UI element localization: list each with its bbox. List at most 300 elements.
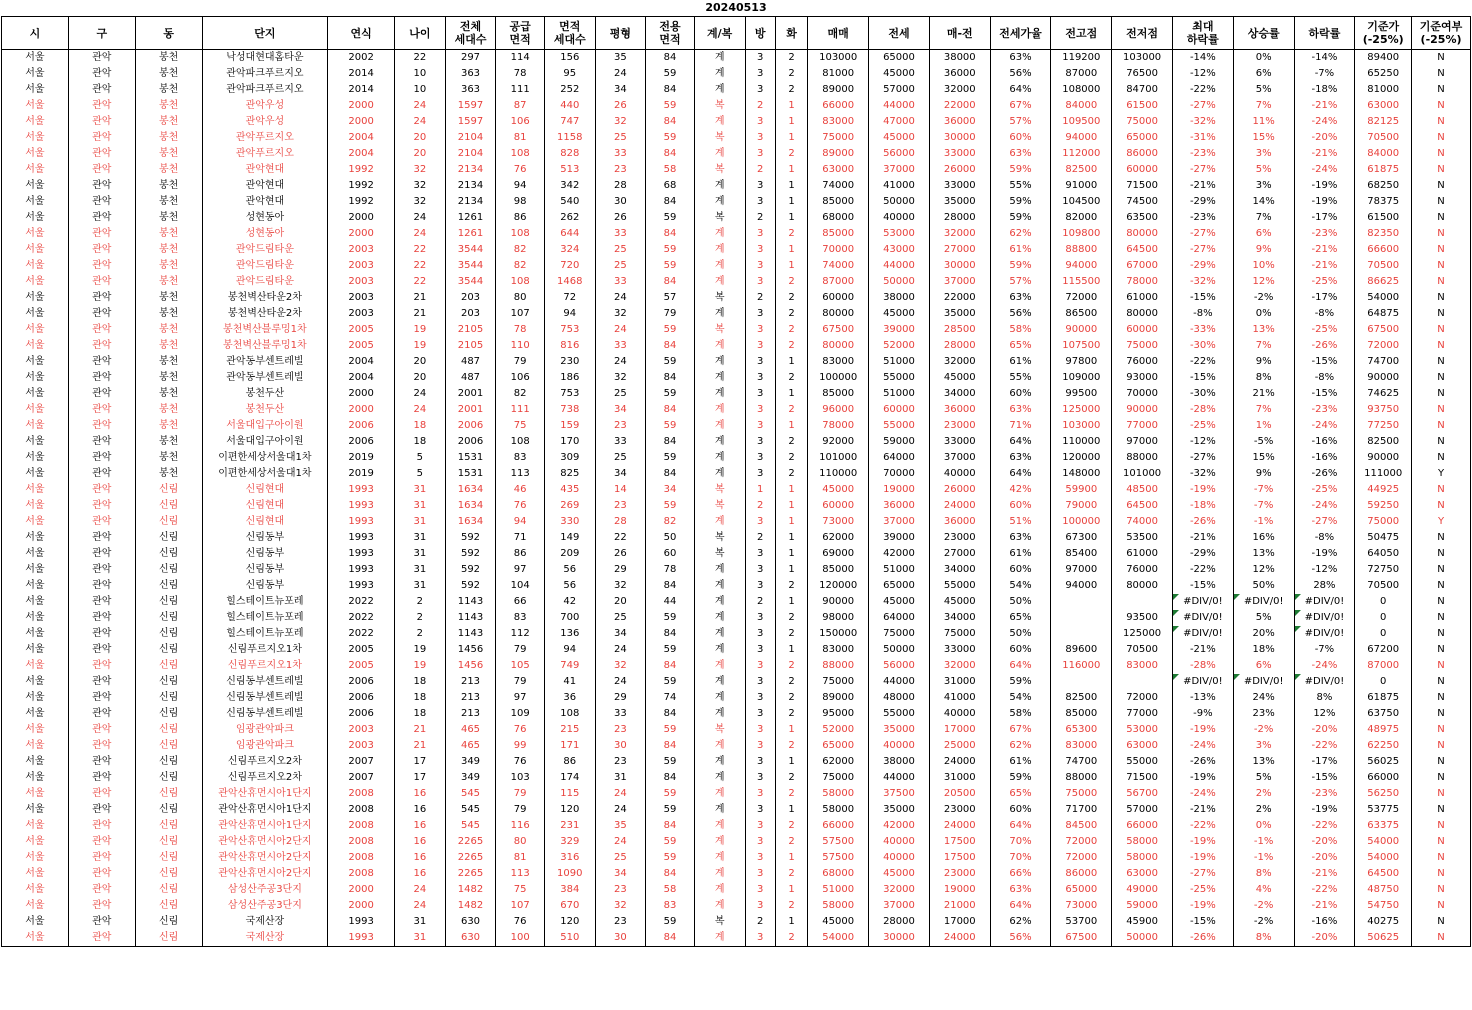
table-cell[interactable]: 78375 — [1355, 194, 1412, 210]
table-cell[interactable]: 신림현대 — [202, 498, 328, 514]
table-cell[interactable]: 계 — [694, 930, 745, 947]
table-cell[interactable]: 22 — [595, 530, 646, 546]
table-cell[interactable]: 신림 — [135, 930, 202, 947]
table-cell[interactable]: 신림 — [135, 642, 202, 658]
table-cell[interactable]: 1143 — [445, 610, 496, 626]
table-cell[interactable]: 1 — [775, 114, 807, 130]
table-cell[interactable]: N — [1412, 866, 1471, 882]
table-cell[interactable]: 70000 — [808, 242, 869, 258]
table-cell[interactable]: 1634 — [445, 482, 496, 498]
table-cell[interactable]: 32000 — [929, 82, 990, 98]
table-cell[interactable]: 30 — [595, 738, 646, 754]
table-cell[interactable]: 21 — [395, 738, 446, 754]
table-cell[interactable]: 67200 — [1355, 642, 1412, 658]
table-cell[interactable]: 63% — [990, 290, 1051, 306]
table-cell[interactable]: 2004 — [328, 130, 395, 146]
table-cell[interactable]: 94 — [544, 306, 595, 322]
table-cell[interactable]: 65000 — [869, 50, 930, 67]
table-cell[interactable]: 힐스테이트뉴포레 — [202, 610, 328, 626]
table-cell[interactable]: 71% — [990, 418, 1051, 434]
table-cell[interactable]: 64500 — [1112, 498, 1173, 514]
table-cell[interactable]: -21% — [1294, 98, 1355, 114]
table-cell[interactable]: 87000 — [1355, 658, 1412, 674]
table-cell[interactable]: N — [1412, 354, 1471, 370]
table-cell[interactable]: 64% — [990, 898, 1051, 914]
table-cell[interactable]: 37000 — [869, 898, 930, 914]
table-cell[interactable]: 63% — [990, 882, 1051, 898]
table-cell[interactable]: 서울 — [2, 930, 69, 947]
table-cell[interactable]: 서울 — [2, 226, 69, 242]
table-cell[interactable]: 신림 — [135, 882, 202, 898]
table-cell[interactable]: 630 — [445, 930, 496, 947]
table-cell[interactable]: 81 — [496, 130, 545, 146]
table-cell[interactable]: 17 — [395, 754, 446, 770]
table-cell[interactable]: 65000 — [1051, 882, 1112, 898]
table-cell[interactable]: 103000 — [808, 50, 869, 67]
table-cell[interactable]: -1% — [1233, 850, 1294, 866]
table-cell[interactable]: 관악동부센트레빌 — [202, 354, 328, 370]
table-cell[interactable]: 109500 — [1051, 114, 1112, 130]
table-cell[interactable]: 59 — [646, 786, 695, 802]
table-cell[interactable]: 68 — [646, 178, 695, 194]
table-cell[interactable]: -17% — [1294, 754, 1355, 770]
table-cell[interactable] — [1112, 594, 1173, 610]
table-cell[interactable]: 2 — [775, 274, 807, 290]
column-header[interactable] — [328, 17, 395, 50]
table-cell[interactable]: 봉천두산 — [202, 386, 328, 402]
table-cell[interactable]: 봉천 — [135, 386, 202, 402]
table-cell[interactable]: 45000 — [869, 130, 930, 146]
table-cell[interactable]: 서울 — [2, 594, 69, 610]
table-cell[interactable]: 34 — [595, 626, 646, 642]
table-cell[interactable]: 2006 — [328, 674, 395, 690]
table-cell[interactable]: 서울 — [2, 818, 69, 834]
table-cell[interactable]: 성현동아 — [202, 210, 328, 226]
table-cell[interactable]: 109000 — [1051, 370, 1112, 386]
table-cell[interactable]: 170 — [544, 434, 595, 450]
table-cell[interactable]: 관악 — [68, 482, 135, 498]
column-header[interactable] — [68, 17, 135, 50]
column-header[interactable] — [544, 17, 595, 50]
table-cell[interactable]: 61500 — [1355, 210, 1412, 226]
table-cell[interactable]: -31% — [1172, 130, 1233, 146]
table-cell[interactable]: 봉천 — [135, 434, 202, 450]
table-cell[interactable]: 82 — [646, 514, 695, 530]
table-cell[interactable]: 363 — [445, 82, 496, 98]
table-cell[interactable]: 48975 — [1355, 722, 1412, 738]
table-cell[interactable]: 59000 — [869, 434, 930, 450]
table-cell[interactable]: 70% — [990, 850, 1051, 866]
table-cell[interactable]: 61500 — [1112, 98, 1173, 114]
table-cell[interactable]: 서울 — [2, 786, 69, 802]
table-cell[interactable]: 신림 — [135, 482, 202, 498]
table-cell[interactable]: 74700 — [1051, 754, 1112, 770]
table-cell[interactable]: N — [1412, 434, 1471, 450]
table-cell[interactable]: 58% — [990, 322, 1051, 338]
table-cell[interactable]: 2005 — [328, 338, 395, 354]
table-cell[interactable]: #DIV/0! — [1233, 594, 1294, 610]
table-cell[interactable]: 31 — [395, 498, 446, 514]
table-cell[interactable]: #DIV/0! — [1294, 674, 1355, 690]
table-cell[interactable]: 825 — [544, 466, 595, 482]
table-cell[interactable]: 관악 — [68, 738, 135, 754]
table-cell[interactable]: 23 — [595, 914, 646, 930]
table-cell[interactable]: 82350 — [1355, 226, 1412, 242]
table-cell[interactable]: 29 — [595, 562, 646, 578]
table-cell[interactable]: 644 — [544, 226, 595, 242]
table-cell[interactable]: 64% — [990, 658, 1051, 674]
table-cell[interactable]: 20 — [395, 130, 446, 146]
table-cell[interactable]: 32 — [595, 114, 646, 130]
table-cell[interactable]: N — [1412, 658, 1471, 674]
table-cell[interactable]: 36000 — [869, 498, 930, 514]
table-cell[interactable]: 서울 — [2, 434, 69, 450]
table-cell[interactable]: 84 — [646, 370, 695, 386]
table-cell[interactable]: 57000 — [869, 82, 930, 98]
table-cell[interactable]: 17000 — [929, 914, 990, 930]
table-cell[interactable]: 49000 — [1112, 882, 1173, 898]
table-cell[interactable]: 신림 — [135, 626, 202, 642]
table-cell[interactable]: 관악현대 — [202, 178, 328, 194]
table-cell[interactable]: 86000 — [1051, 866, 1112, 882]
table-cell[interactable]: 171 — [544, 738, 595, 754]
table-cell[interactable]: 55000 — [869, 418, 930, 434]
table-cell[interactable]: 58000 — [808, 786, 869, 802]
table-cell[interactable]: 3 — [745, 130, 775, 146]
table-cell[interactable]: 2005 — [328, 658, 395, 674]
table-cell[interactable]: 관악현대 — [202, 194, 328, 210]
table-cell[interactable]: 1597 — [445, 114, 496, 130]
table-cell[interactable]: 106 — [496, 114, 545, 130]
table-cell[interactable]: 82500 — [1355, 434, 1412, 450]
table-cell[interactable]: 592 — [445, 562, 496, 578]
table-cell[interactable]: 44000 — [869, 770, 930, 786]
table-cell[interactable]: 봉천 — [135, 274, 202, 290]
table-cell[interactable]: 서울 — [2, 290, 69, 306]
table-cell[interactable]: 97 — [496, 562, 545, 578]
table-cell[interactable]: N — [1412, 386, 1471, 402]
table-cell[interactable]: -15% — [1172, 914, 1233, 930]
table-cell[interactable]: 103000 — [1112, 50, 1173, 67]
table-cell[interactable]: 서울 — [2, 562, 69, 578]
table-cell[interactable]: 87 — [496, 98, 545, 114]
table-cell[interactable]: -26% — [1294, 466, 1355, 482]
table-cell[interactable]: -25% — [1294, 274, 1355, 290]
table-cell[interactable]: #DIV/0! — [1294, 594, 1355, 610]
table-cell[interactable]: 77250 — [1355, 418, 1412, 434]
table-cell[interactable]: 50000 — [1112, 930, 1173, 947]
table-cell[interactable]: 84 — [646, 818, 695, 834]
table-cell[interactable]: 관악 — [68, 50, 135, 67]
table-cell[interactable]: 1993 — [328, 930, 395, 947]
table-cell[interactable]: 17500 — [929, 850, 990, 866]
table-cell[interactable]: 79 — [496, 674, 545, 690]
table-cell[interactable]: 1158 — [544, 130, 595, 146]
table-cell[interactable]: 86625 — [1355, 274, 1412, 290]
table-cell[interactable]: 79 — [496, 354, 545, 370]
table-cell[interactable]: 61000 — [1112, 546, 1173, 562]
table-cell[interactable]: 2 — [775, 50, 807, 67]
table-cell[interactable]: 3 — [745, 114, 775, 130]
table-cell[interactable]: 111 — [496, 402, 545, 418]
table-cell[interactable]: 112000 — [1051, 146, 1112, 162]
table-cell[interactable]: 계 — [694, 818, 745, 834]
table-cell[interactable]: 신림 — [135, 770, 202, 786]
table-cell[interactable]: 복 — [694, 546, 745, 562]
table-cell[interactable]: 34 — [595, 402, 646, 418]
table-cell[interactable]: 94 — [544, 642, 595, 658]
table-cell[interactable]: 2000 — [328, 386, 395, 402]
table-cell[interactable]: 115 — [544, 786, 595, 802]
table-cell[interactable]: 1993 — [328, 498, 395, 514]
table-cell[interactable]: 힐스테이트뉴포레 — [202, 594, 328, 610]
table-cell[interactable]: 2 — [775, 306, 807, 322]
table-cell[interactable]: 40000 — [869, 834, 930, 850]
table-cell[interactable]: 28000 — [929, 338, 990, 354]
table-cell[interactable]: 계 — [694, 706, 745, 722]
table-cell[interactable]: 125000 — [1112, 626, 1173, 642]
table-cell[interactable]: 83 — [496, 450, 545, 466]
table-cell[interactable]: 60000 — [1112, 322, 1173, 338]
column-header[interactable] — [595, 17, 646, 50]
table-cell[interactable]: 75000 — [1051, 786, 1112, 802]
table-cell[interactable]: 62% — [990, 914, 1051, 930]
table-cell[interactable]: 7% — [1233, 98, 1294, 114]
table-cell[interactable]: 100000 — [1051, 514, 1112, 530]
table-cell[interactable]: 16 — [395, 802, 446, 818]
table-cell[interactable]: 18 — [395, 690, 446, 706]
table-cell[interactable]: 72000 — [1112, 690, 1173, 706]
table-cell[interactable]: 1 — [775, 754, 807, 770]
table-cell[interactable]: -24% — [1294, 498, 1355, 514]
table-cell[interactable]: 관악 — [68, 850, 135, 866]
table-cell[interactable]: 1 — [775, 642, 807, 658]
table-cell[interactable]: 신림동부 — [202, 530, 328, 546]
table-cell[interactable]: 서울 — [2, 578, 69, 594]
table-cell[interactable]: 36000 — [929, 66, 990, 82]
table-cell[interactable]: 2004 — [328, 354, 395, 370]
table-cell[interactable]: 83 — [496, 610, 545, 626]
table-cell[interactable]: 1 — [775, 210, 807, 226]
table-cell[interactable]: 59 — [646, 130, 695, 146]
table-cell[interactable]: 32000 — [929, 354, 990, 370]
table-cell[interactable]: 592 — [445, 578, 496, 594]
table-cell[interactable]: 2005 — [328, 642, 395, 658]
table-cell[interactable]: 서울 — [2, 754, 69, 770]
table-cell[interactable]: 관악 — [68, 306, 135, 322]
table-cell[interactable]: 63750 — [1355, 706, 1412, 722]
table-cell[interactable]: 신림 — [135, 898, 202, 914]
table-cell[interactable]: 3 — [745, 690, 775, 706]
table-cell[interactable]: 20 — [595, 594, 646, 610]
table-cell[interactable]: 1 — [775, 514, 807, 530]
table-cell[interactable]: 67500 — [808, 322, 869, 338]
table-cell[interactable]: 84000 — [1051, 98, 1112, 114]
table-cell[interactable]: 14% — [1233, 194, 1294, 210]
table-cell[interactable]: 2003 — [328, 290, 395, 306]
column-header[interactable] — [990, 17, 1051, 50]
table-cell[interactable]: 서울 — [2, 722, 69, 738]
table-cell[interactable]: 관악 — [68, 610, 135, 626]
table-cell[interactable]: 서울 — [2, 98, 69, 114]
table-cell[interactable]: 관악 — [68, 258, 135, 274]
table-cell[interactable]: 26 — [595, 98, 646, 114]
table-cell[interactable]: 3 — [745, 818, 775, 834]
table-cell[interactable]: 84 — [646, 866, 695, 882]
table-cell[interactable]: 23% — [1233, 706, 1294, 722]
table-cell[interactable]: Y — [1412, 514, 1471, 530]
table-cell[interactable]: N — [1412, 802, 1471, 818]
table-cell[interactable]: 봉천 — [135, 242, 202, 258]
table-cell[interactable]: 100000 — [808, 370, 869, 386]
table-cell[interactable]: 84 — [646, 226, 695, 242]
table-cell[interactable]: 80000 — [808, 306, 869, 322]
table-cell[interactable]: -22% — [1172, 562, 1233, 578]
table-cell[interactable]: 59 — [646, 754, 695, 770]
table-cell[interactable]: -33% — [1172, 322, 1233, 338]
table-cell[interactable]: 2 — [775, 626, 807, 642]
table-cell[interactable]: 84 — [646, 114, 695, 130]
table-cell[interactable]: N — [1412, 818, 1471, 834]
table-cell[interactable]: 6% — [1233, 226, 1294, 242]
table-cell[interactable]: 50000 — [869, 194, 930, 210]
table-cell[interactable]: 서울 — [2, 466, 69, 482]
table-cell[interactable]: 384 — [544, 882, 595, 898]
table-cell[interactable]: 서울 — [2, 322, 69, 338]
table-cell[interactable]: 2 — [775, 610, 807, 626]
table-cell[interactable] — [1051, 626, 1112, 642]
table-cell[interactable]: 85000 — [808, 194, 869, 210]
table-cell[interactable]: 108 — [544, 706, 595, 722]
table-cell[interactable]: 봉천 — [135, 194, 202, 210]
table-cell[interactable]: 3 — [745, 178, 775, 194]
table-cell[interactable]: 110 — [496, 338, 545, 354]
table-cell[interactable]: 65000 — [869, 578, 930, 594]
table-cell[interactable]: 22 — [395, 258, 446, 274]
table-cell[interactable]: 56% — [990, 930, 1051, 947]
table-cell[interactable]: 3 — [745, 786, 775, 802]
table-cell[interactable]: 계 — [694, 626, 745, 642]
table-cell[interactable]: 3 — [745, 450, 775, 466]
table-cell[interactable]: 1993 — [328, 578, 395, 594]
table-cell[interactable]: N — [1412, 178, 1471, 194]
table-cell[interactable]: 계 — [694, 274, 745, 290]
table-cell[interactable]: 33 — [595, 338, 646, 354]
table-cell[interactable]: 186 — [544, 370, 595, 386]
table-cell[interactable]: 76000 — [1112, 562, 1173, 578]
table-cell[interactable]: 1993 — [328, 530, 395, 546]
table-cell[interactable]: 56250 — [1355, 786, 1412, 802]
table-cell[interactable]: 80 — [496, 834, 545, 850]
table-cell[interactable]: 3 — [745, 194, 775, 210]
table-cell[interactable]: 2003 — [328, 242, 395, 258]
table-cell[interactable]: 150000 — [808, 626, 869, 642]
table-cell[interactable]: -24% — [1294, 114, 1355, 130]
table-cell[interactable]: 45000 — [808, 914, 869, 930]
table-cell[interactable]: 59 — [646, 450, 695, 466]
table-cell[interactable]: 51000 — [808, 882, 869, 898]
table-cell[interactable]: 24 — [395, 226, 446, 242]
table-cell[interactable]: 관악 — [68, 674, 135, 690]
table-cell[interactable]: 41000 — [869, 178, 930, 194]
table-cell[interactable]: 2 — [745, 498, 775, 514]
table-cell[interactable]: 1 — [775, 722, 807, 738]
table-cell[interactable]: 봉천 — [135, 146, 202, 162]
table-cell[interactable]: 63000 — [1112, 866, 1173, 882]
table-cell[interactable]: 1 — [775, 258, 807, 274]
table-cell[interactable]: -14% — [1172, 50, 1233, 67]
table-cell[interactable]: 복 — [694, 498, 745, 514]
table-cell[interactable]: N — [1412, 754, 1471, 770]
table-cell[interactable]: 관악파크푸르지오 — [202, 82, 328, 98]
table-cell[interactable]: 봉천 — [135, 162, 202, 178]
table-cell[interactable]: 85400 — [1051, 546, 1112, 562]
table-cell[interactable]: 24 — [595, 802, 646, 818]
table-cell[interactable]: 봉천 — [135, 50, 202, 67]
table-cell[interactable]: -12% — [1172, 66, 1233, 82]
table-cell[interactable]: 1 — [775, 130, 807, 146]
table-cell[interactable]: 51% — [990, 514, 1051, 530]
table-cell[interactable]: 관악 — [68, 242, 135, 258]
table-cell[interactable]: 97000 — [1051, 562, 1112, 578]
table-cell[interactable]: 24000 — [929, 498, 990, 514]
table-cell[interactable]: 24 — [395, 386, 446, 402]
table-cell[interactable]: -27% — [1172, 242, 1233, 258]
table-cell[interactable]: 24 — [595, 354, 646, 370]
table-cell[interactable]: 37500 — [869, 786, 930, 802]
table-cell[interactable]: 59 — [646, 498, 695, 514]
table-cell[interactable]: 관악산휴먼시아2단지 — [202, 866, 328, 882]
table-cell[interactable]: 95 — [544, 66, 595, 82]
table-cell[interactable]: 487 — [445, 370, 496, 386]
table-cell[interactable]: 59250 — [1355, 498, 1412, 514]
table-cell[interactable]: 58000 — [808, 898, 869, 914]
table-cell[interactable]: -15% — [1294, 770, 1355, 786]
table-cell[interactable]: -21% — [1294, 258, 1355, 274]
table-cell[interactable]: -24% — [1172, 786, 1233, 802]
table-cell[interactable]: 28% — [1294, 578, 1355, 594]
table-cell[interactable]: 45900 — [1112, 914, 1173, 930]
table-cell[interactable]: 12% — [1294, 706, 1355, 722]
table-cell[interactable]: 86 — [496, 546, 545, 562]
table-cell[interactable]: N — [1412, 498, 1471, 514]
table-cell[interactable]: 계 — [694, 386, 745, 402]
table-cell[interactable]: 3% — [1233, 738, 1294, 754]
table-cell[interactable]: 관악 — [68, 866, 135, 882]
table-cell[interactable]: 서울 — [2, 706, 69, 722]
table-cell[interactable]: 55% — [990, 178, 1051, 194]
table-cell[interactable]: 2005 — [328, 322, 395, 338]
table-cell[interactable]: 67500 — [1051, 930, 1112, 947]
table-cell[interactable]: N — [1412, 834, 1471, 850]
table-cell[interactable]: 63500 — [1112, 210, 1173, 226]
table-cell[interactable]: N — [1412, 258, 1471, 274]
table-cell[interactable]: 67% — [990, 98, 1051, 114]
table-cell[interactable]: N — [1412, 338, 1471, 354]
table-cell[interactable]: -24% — [1172, 738, 1233, 754]
table-cell[interactable]: 관악 — [68, 370, 135, 386]
table-cell[interactable]: 서울 — [2, 658, 69, 674]
column-header[interactable] — [694, 17, 745, 50]
table-cell[interactable]: 계 — [694, 882, 745, 898]
table-cell[interactable]: 2003 — [328, 274, 395, 290]
table-cell[interactable]: 19 — [395, 338, 446, 354]
table-cell[interactable]: 2 — [775, 66, 807, 82]
table-cell[interactable]: 24% — [1233, 690, 1294, 706]
table-cell[interactable]: 59% — [990, 194, 1051, 210]
table-cell[interactable]: 90000 — [1355, 370, 1412, 386]
table-cell[interactable]: 53775 — [1355, 802, 1412, 818]
